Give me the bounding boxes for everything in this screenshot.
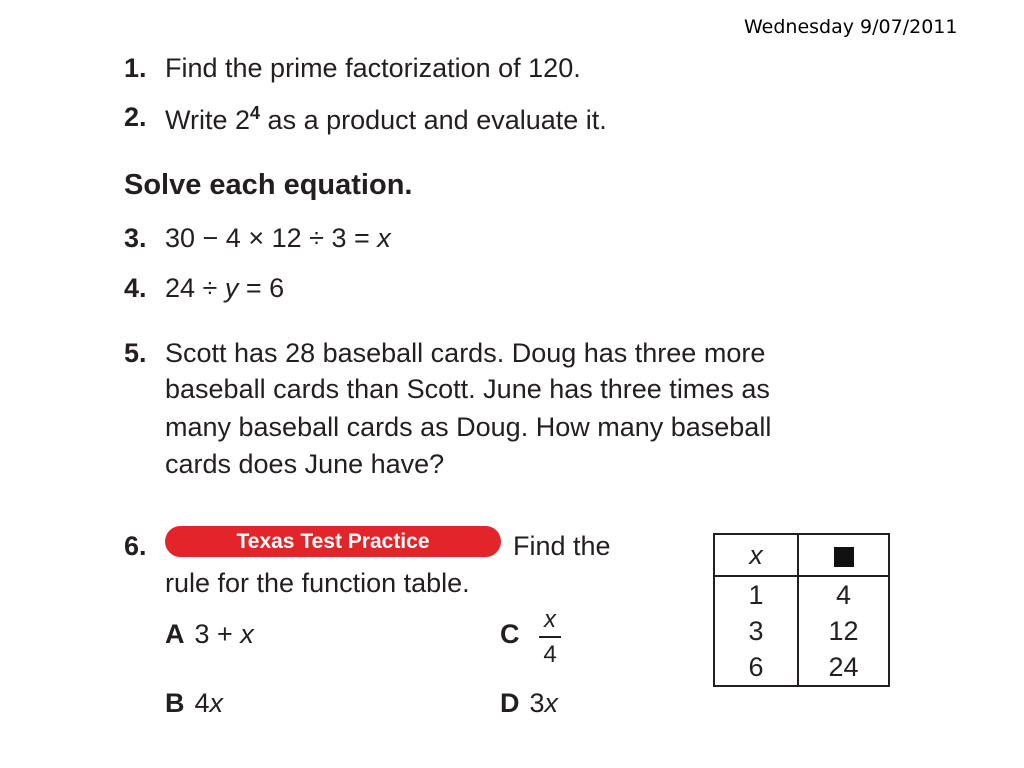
black-square-icon [834,547,854,567]
texas-test-practice-badge: Texas Test Practice [165,526,501,557]
question-text: Find the prime factorization of 120. [165,53,581,83]
option-text: 3 [529,688,545,718]
table-cell: 3 [714,613,798,649]
table-header-cell [798,534,889,576]
table-row [714,576,889,613]
equation-variable: x [377,223,391,253]
option-letter: C [500,619,520,649]
question-number: 2. [124,102,147,132]
fraction-denominator: 4 [543,641,557,668]
table-header-cell [714,534,798,576]
option-variable: x [544,688,559,718]
option-text: 3 + [194,619,241,649]
header-label: x [749,540,763,570]
question-number: 4. [124,273,147,303]
table-cell: 4 [835,580,852,610]
option-c[interactable] [500,621,530,648]
question-text [165,104,607,134]
equation [165,225,391,252]
equation-variable: y [224,273,239,303]
question-line: cards does June have? [165,449,445,479]
option-d[interactable] [500,690,558,717]
table-cell: 6 [714,649,798,686]
table-row [714,649,889,686]
function-table [713,533,890,687]
question-line: Scott has 28 baseball cards. Doug has three more [165,338,766,368]
table-cell: 12 [828,616,859,646]
question-number: 5. [124,338,147,368]
option-variable: x [209,688,224,718]
option-variable: x [240,619,254,649]
option-letter: D [500,688,520,718]
section-heading: Solve each equation. [124,169,413,201]
question-number: 1. [124,53,147,83]
equation-expression: 24 ÷ [165,273,225,303]
table-row [714,613,889,649]
question-line: baseball cards than Scott. June has three times as [165,374,770,404]
option-letter: A [165,619,185,649]
exponent: 4 [250,103,261,123]
question-number: 3. [124,223,147,253]
table-cell: 24 [828,652,859,682]
table-cell: 1 [714,576,798,613]
question-number: 6. [124,531,147,561]
option-text: 4 [194,688,210,718]
date-label: Wednesday 9/07/2011 [744,16,958,38]
equation [165,275,284,302]
question-text: rule for the function table. [165,568,470,598]
equation-expression: 30 − 4 × 12 ÷ 3 = [165,223,378,253]
fraction-numerator: x [539,606,561,638]
table-header-row [714,534,889,576]
question-line: many baseball cards as Doug. How many baseball [165,412,772,442]
option-c-fraction [539,606,561,669]
option-letter: B [165,688,185,718]
text-part: Write 2 [165,105,251,135]
equation-expression: = 6 [238,273,285,303]
text-part: as a product and evaluate it. [260,105,607,135]
option-a[interactable] [165,621,254,648]
question-text: Find the [513,531,611,561]
option-b[interactable] [165,690,223,717]
